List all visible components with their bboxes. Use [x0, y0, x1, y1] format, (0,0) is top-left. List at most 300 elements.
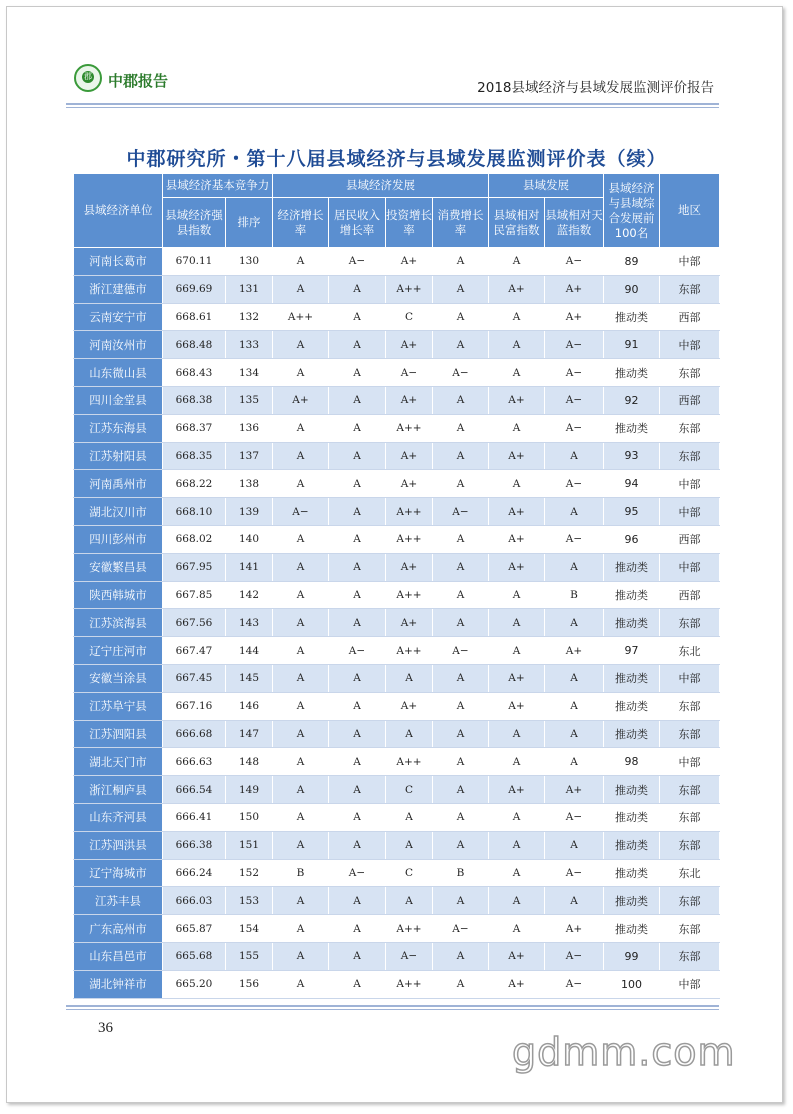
cell-county-name: 江苏泗阳县 [74, 720, 163, 748]
cell-strength-index: 667.85 [163, 581, 226, 609]
cell-region: 中部 [660, 498, 720, 526]
cell-bluesky-index: A− [545, 803, 604, 831]
cell-consume-growth: A [433, 442, 489, 470]
cell-strength-index: 667.56 [163, 609, 226, 637]
cell-top100: 96 [604, 525, 660, 553]
cell-invest-growth: A+ [386, 386, 433, 414]
header-econ-growth: 经济增长率 [273, 198, 329, 248]
cell-rich-index: A+ [489, 692, 545, 720]
cell-county-name: 浙江建德市 [74, 275, 163, 303]
cell-consume-growth: A [433, 553, 489, 581]
cell-rich-index: A+ [489, 970, 545, 998]
table-row [74, 609, 720, 637]
cell-econ-growth: A [273, 803, 329, 831]
cell-rank: 146 [226, 692, 273, 720]
header-rank: 排序 [226, 198, 273, 248]
cell-rank: 145 [226, 664, 273, 692]
header-divider [66, 103, 719, 105]
table-row [74, 525, 720, 553]
cell-econ-growth: A [273, 664, 329, 692]
cell-county-name: 山东微山县 [74, 359, 163, 387]
table-row [74, 831, 720, 859]
cell-invest-growth: A+ [386, 553, 433, 581]
cell-top100: 97 [604, 637, 660, 665]
cell-region: 东部 [660, 776, 720, 804]
cell-county-name: 江苏东海县 [74, 414, 163, 442]
cell-bluesky-index: A [545, 831, 604, 859]
table-row [74, 803, 720, 831]
cell-county-name: 山东齐河县 [74, 803, 163, 831]
cell-invest-growth: A++ [386, 581, 433, 609]
cell-bluesky-index: A− [545, 470, 604, 498]
cell-invest-growth: C [386, 859, 433, 887]
watermark: gdmm.com [512, 1030, 736, 1074]
cell-consume-growth: A [433, 386, 489, 414]
cell-bluesky-index: A [545, 692, 604, 720]
cell-rich-index: A+ [489, 498, 545, 526]
cell-bluesky-index: A [545, 442, 604, 470]
header-consume-growth: 消费增长率 [433, 198, 489, 248]
cell-bluesky-index: A+ [545, 303, 604, 331]
cell-region: 东部 [660, 275, 720, 303]
table-row [74, 498, 720, 526]
header-group-competitiveness: 县域经济基本竞争力 [163, 174, 273, 198]
cell-income-growth: A [329, 553, 386, 581]
cell-rank: 134 [226, 359, 273, 387]
cell-region: 东北 [660, 859, 720, 887]
cell-strength-index: 665.87 [163, 915, 226, 943]
header-rich-index: 县域相对民富指数 [489, 198, 545, 248]
cell-rich-index: A+ [489, 664, 545, 692]
table-row [74, 692, 720, 720]
cell-top100: 91 [604, 331, 660, 359]
cell-county-name: 广东高州市 [74, 915, 163, 943]
cell-rank: 138 [226, 470, 273, 498]
cell-consume-growth: A [433, 525, 489, 553]
cell-econ-growth: A [273, 470, 329, 498]
cell-consume-growth: A− [433, 637, 489, 665]
cell-consume-growth: A [433, 414, 489, 442]
table-row [74, 637, 720, 665]
cell-income-growth: A [329, 386, 386, 414]
cell-strength-index: 666.54 [163, 776, 226, 804]
cell-bluesky-index: A+ [545, 915, 604, 943]
table-title: 中郡研究所・第十八届县域经济与县域发展监测评价表（续） [126, 148, 667, 170]
cell-rich-index: A [489, 581, 545, 609]
cell-consume-growth: A [433, 720, 489, 748]
table-row [74, 720, 720, 748]
cell-econ-growth: A [273, 887, 329, 915]
logo-glyph: 郡 [84, 72, 92, 81]
cell-invest-growth: A [386, 831, 433, 859]
cell-income-growth: A [329, 470, 386, 498]
table-row [74, 915, 720, 943]
table-row [74, 553, 720, 581]
cell-invest-growth: A++ [386, 525, 433, 553]
table-body [74, 248, 720, 999]
cell-top100: 95 [604, 498, 660, 526]
cell-top100: 推动类 [604, 581, 660, 609]
cell-strength-index: 668.48 [163, 331, 226, 359]
cell-top100: 推动类 [604, 859, 660, 887]
cell-strength-index: 668.37 [163, 414, 226, 442]
cell-econ-growth: A [273, 414, 329, 442]
cell-bluesky-index: A [545, 720, 604, 748]
cell-rank: 153 [226, 887, 273, 915]
cell-rank: 150 [226, 803, 273, 831]
cell-region: 东部 [660, 359, 720, 387]
cell-strength-index: 667.47 [163, 637, 226, 665]
cell-top100: 推动类 [604, 776, 660, 804]
cell-strength-index: 670.11 [163, 248, 226, 276]
cell-econ-growth: A [273, 609, 329, 637]
cell-rich-index: A+ [489, 553, 545, 581]
cell-consume-growth: A [433, 831, 489, 859]
cell-rich-index: A [489, 414, 545, 442]
cell-rich-index: A+ [489, 275, 545, 303]
cell-invest-growth: C [386, 303, 433, 331]
cell-econ-growth: A [273, 831, 329, 859]
cell-rich-index: A [489, 609, 545, 637]
cell-econ-growth: A [273, 915, 329, 943]
cell-consume-growth: A [433, 303, 489, 331]
cell-econ-growth: A [273, 692, 329, 720]
cell-income-growth: A [329, 442, 386, 470]
cell-strength-index: 665.20 [163, 970, 226, 998]
header-group-economic: 县域经济发展 [273, 174, 489, 198]
cell-top100: 推动类 [604, 720, 660, 748]
cell-top100: 90 [604, 275, 660, 303]
table-row [74, 776, 720, 804]
cell-county-name: 江苏丰县 [74, 887, 163, 915]
cell-region: 东部 [660, 442, 720, 470]
cell-bluesky-index: A− [545, 859, 604, 887]
cell-county-name: 安徽繁昌县 [74, 553, 163, 581]
cell-county-name: 河南汝州市 [74, 331, 163, 359]
cell-strength-index: 666.41 [163, 803, 226, 831]
cell-rich-index: A [489, 915, 545, 943]
cell-econ-growth: A++ [273, 303, 329, 331]
cell-region: 东部 [660, 942, 720, 970]
cell-invest-growth: A+ [386, 248, 433, 276]
cell-region: 中部 [660, 970, 720, 998]
cell-county-name: 辽宁海城市 [74, 859, 163, 887]
cell-consume-growth: A [433, 664, 489, 692]
cell-region: 东部 [660, 915, 720, 943]
cell-income-growth: A [329, 581, 386, 609]
cell-county-name: 河南长葛市 [74, 248, 163, 276]
cell-consume-growth: A [433, 275, 489, 303]
cell-rich-index: A [489, 248, 545, 276]
cell-rank: 140 [226, 525, 273, 553]
table-row [74, 748, 720, 776]
cell-rank: 137 [226, 442, 273, 470]
table-row [74, 887, 720, 915]
cell-region: 东部 [660, 720, 720, 748]
cell-rich-index: A [489, 859, 545, 887]
cell-rank: 136 [226, 414, 273, 442]
cell-income-growth: A [329, 303, 386, 331]
cell-consume-growth: A− [433, 915, 489, 943]
cell-income-growth: A [329, 970, 386, 998]
cell-income-growth: A [329, 331, 386, 359]
cell-econ-growth: A [273, 637, 329, 665]
cell-bluesky-index: A− [545, 525, 604, 553]
cell-strength-index: 667.95 [163, 553, 226, 581]
cell-rank: 139 [226, 498, 273, 526]
table-row [74, 331, 720, 359]
cell-rich-index: A+ [489, 442, 545, 470]
cell-strength-index: 666.38 [163, 831, 226, 859]
cell-invest-growth: A++ [386, 970, 433, 998]
cell-rich-index: A+ [489, 776, 545, 804]
cell-county-name: 江苏阜宁县 [74, 692, 163, 720]
cell-consume-growth: A [433, 331, 489, 359]
cell-consume-growth: A [433, 748, 489, 776]
cell-invest-growth: A [386, 720, 433, 748]
footer-divider-thin [66, 1009, 719, 1010]
cell-econ-growth: B [273, 859, 329, 887]
cell-consume-growth: A [433, 887, 489, 915]
cell-top100: 99 [604, 942, 660, 970]
header-divider-thin [66, 107, 719, 108]
cell-invest-growth: A [386, 664, 433, 692]
table-row [74, 470, 720, 498]
cell-county-name: 江苏滨海县 [74, 609, 163, 637]
cell-income-growth: A [329, 692, 386, 720]
cell-county-name: 山东昌邑市 [74, 942, 163, 970]
cell-rank: 142 [226, 581, 273, 609]
cell-region: 东部 [660, 414, 720, 442]
cell-top100: 94 [604, 470, 660, 498]
cell-econ-growth: A [273, 331, 329, 359]
cell-rank: 148 [226, 748, 273, 776]
cell-top100: 98 [604, 748, 660, 776]
cell-strength-index: 669.69 [163, 275, 226, 303]
table-row [74, 970, 720, 998]
table-row [74, 386, 720, 414]
cell-bluesky-index: A− [545, 970, 604, 998]
cell-strength-index: 665.68 [163, 942, 226, 970]
header-invest-growth: 投资增长率 [386, 198, 433, 248]
cell-rich-index: A+ [489, 525, 545, 553]
cell-strength-index: 667.16 [163, 692, 226, 720]
cell-rank: 132 [226, 303, 273, 331]
cell-income-growth: A [329, 887, 386, 915]
cell-rank: 155 [226, 942, 273, 970]
cell-bluesky-index: A− [545, 248, 604, 276]
header-unit: 县域经济单位 [74, 174, 163, 248]
cell-top100: 推动类 [604, 359, 660, 387]
header-region: 地区 [660, 174, 720, 248]
table-row [74, 359, 720, 387]
cell-invest-growth: A++ [386, 498, 433, 526]
cell-rank: 144 [226, 637, 273, 665]
table-row [74, 942, 720, 970]
cell-rank: 130 [226, 248, 273, 276]
cell-consume-growth: A [433, 942, 489, 970]
cell-rank: 141 [226, 553, 273, 581]
cell-rank: 131 [226, 275, 273, 303]
page-number: 36 [98, 1020, 113, 1036]
cell-econ-growth: A [273, 275, 329, 303]
cell-invest-growth: A++ [386, 915, 433, 943]
cell-bluesky-index: A [545, 553, 604, 581]
header-group-county: 县域发展 [489, 174, 604, 198]
cell-strength-index: 666.63 [163, 748, 226, 776]
cell-rich-index: A [489, 359, 545, 387]
cell-top100: 推动类 [604, 609, 660, 637]
cell-rank: 156 [226, 970, 273, 998]
cell-county-name: 湖北天门市 [74, 748, 163, 776]
cell-income-growth: A [329, 414, 386, 442]
cell-rich-index: A+ [489, 386, 545, 414]
cell-invest-growth: A [386, 887, 433, 915]
cell-invest-growth: C [386, 776, 433, 804]
cell-invest-growth: A++ [386, 275, 433, 303]
report-title: 2018县域经济与县域发展监测评价报告 [477, 80, 714, 96]
cell-rank: 147 [226, 720, 273, 748]
cell-econ-growth: A [273, 248, 329, 276]
logo-icon [74, 64, 102, 92]
cell-strength-index: 666.03 [163, 887, 226, 915]
cell-rich-index: A [489, 331, 545, 359]
cell-region: 中部 [660, 331, 720, 359]
cell-top100: 93 [604, 442, 660, 470]
cell-strength-index: 666.68 [163, 720, 226, 748]
cell-bluesky-index: A+ [545, 637, 604, 665]
cell-county-name: 湖北钟祥市 [74, 970, 163, 998]
header-top100: 县域经济与县域综合发展前100名 [604, 174, 660, 248]
cell-rich-index: A [489, 637, 545, 665]
cell-rich-index: A [489, 748, 545, 776]
cell-top100: 100 [604, 970, 660, 998]
cell-region: 中部 [660, 748, 720, 776]
table-row [74, 303, 720, 331]
cell-econ-growth: A [273, 442, 329, 470]
cell-top100: 推动类 [604, 803, 660, 831]
cell-region: 西部 [660, 581, 720, 609]
cell-consume-growth: A [433, 609, 489, 637]
cell-county-name: 江苏泗洪县 [74, 831, 163, 859]
cell-rank: 151 [226, 831, 273, 859]
table-row [74, 275, 720, 303]
cell-region: 东北 [660, 637, 720, 665]
cell-strength-index: 668.22 [163, 470, 226, 498]
cell-invest-growth: A++ [386, 414, 433, 442]
cell-rich-index: A [489, 887, 545, 915]
cell-bluesky-index: A+ [545, 776, 604, 804]
cell-county-name: 云南安宁市 [74, 303, 163, 331]
cell-bluesky-index: A− [545, 942, 604, 970]
cell-bluesky-index: A [545, 887, 604, 915]
cell-strength-index: 668.35 [163, 442, 226, 470]
cell-econ-growth: A− [273, 498, 329, 526]
table-row [74, 414, 720, 442]
cell-income-growth: A [329, 525, 386, 553]
cell-consume-growth: A [433, 692, 489, 720]
table-row [74, 442, 720, 470]
cell-income-growth: A [329, 275, 386, 303]
table-row [74, 664, 720, 692]
cell-region: 西部 [660, 303, 720, 331]
cell-region: 西部 [660, 525, 720, 553]
cell-top100: 89 [604, 248, 660, 276]
cell-bluesky-index: A [545, 498, 604, 526]
table-row [74, 248, 720, 276]
evaluation-table [73, 173, 720, 999]
cell-income-growth: A [329, 942, 386, 970]
cell-strength-index: 668.38 [163, 386, 226, 414]
cell-bluesky-index: A− [545, 386, 604, 414]
cell-region: 东部 [660, 831, 720, 859]
cell-econ-growth: A [273, 525, 329, 553]
cell-county-name: 浙江桐庐县 [74, 776, 163, 804]
cell-county-name: 江苏射阳县 [74, 442, 163, 470]
cell-county-name: 四川金堂县 [74, 386, 163, 414]
cell-region: 西部 [660, 386, 720, 414]
cell-rank: 143 [226, 609, 273, 637]
cell-econ-growth: A+ [273, 386, 329, 414]
cell-top100: 92 [604, 386, 660, 414]
cell-region: 中部 [660, 664, 720, 692]
cell-invest-growth: A− [386, 359, 433, 387]
cell-top100: 推动类 [604, 303, 660, 331]
cell-econ-growth: A [273, 942, 329, 970]
cell-region: 东部 [660, 609, 720, 637]
footer-divider [66, 1005, 719, 1007]
cell-county-name: 湖北汉川市 [74, 498, 163, 526]
cell-invest-growth: A+ [386, 470, 433, 498]
cell-consume-growth: A [433, 581, 489, 609]
cell-econ-growth: A [273, 970, 329, 998]
cell-income-growth: A [329, 609, 386, 637]
cell-rich-index: A [489, 720, 545, 748]
cell-bluesky-index: B [545, 581, 604, 609]
cell-region: 东部 [660, 887, 720, 915]
cell-bluesky-index: A [545, 609, 604, 637]
cell-strength-index: 668.43 [163, 359, 226, 387]
cell-top100: 推动类 [604, 414, 660, 442]
cell-bluesky-index: A [545, 748, 604, 776]
cell-county-name: 河南禹州市 [74, 470, 163, 498]
cell-region: 东部 [660, 803, 720, 831]
cell-county-name: 四川彭州市 [74, 525, 163, 553]
cell-consume-growth: A [433, 470, 489, 498]
cell-consume-growth: A− [433, 498, 489, 526]
cell-invest-growth: A++ [386, 637, 433, 665]
header-strength-index: 县域经济强县指数 [163, 198, 226, 248]
cell-rank: 154 [226, 915, 273, 943]
cell-income-growth: A [329, 748, 386, 776]
cell-econ-growth: A [273, 553, 329, 581]
logo-text: 中郡报告 [108, 72, 169, 90]
cell-top100: 推动类 [604, 664, 660, 692]
cell-income-growth: A− [329, 859, 386, 887]
cell-region: 东部 [660, 692, 720, 720]
cell-bluesky-index: A+ [545, 275, 604, 303]
cell-invest-growth: A+ [386, 609, 433, 637]
header-income-growth: 居民收入增长率 [329, 198, 386, 248]
cell-county-name: 辽宁庄河市 [74, 637, 163, 665]
cell-income-growth: A [329, 498, 386, 526]
cell-consume-growth: A [433, 803, 489, 831]
cell-bluesky-index: A− [545, 414, 604, 442]
cell-econ-growth: A [273, 776, 329, 804]
cell-consume-growth: A [433, 970, 489, 998]
cell-income-growth: A [329, 776, 386, 804]
cell-income-growth: A− [329, 637, 386, 665]
